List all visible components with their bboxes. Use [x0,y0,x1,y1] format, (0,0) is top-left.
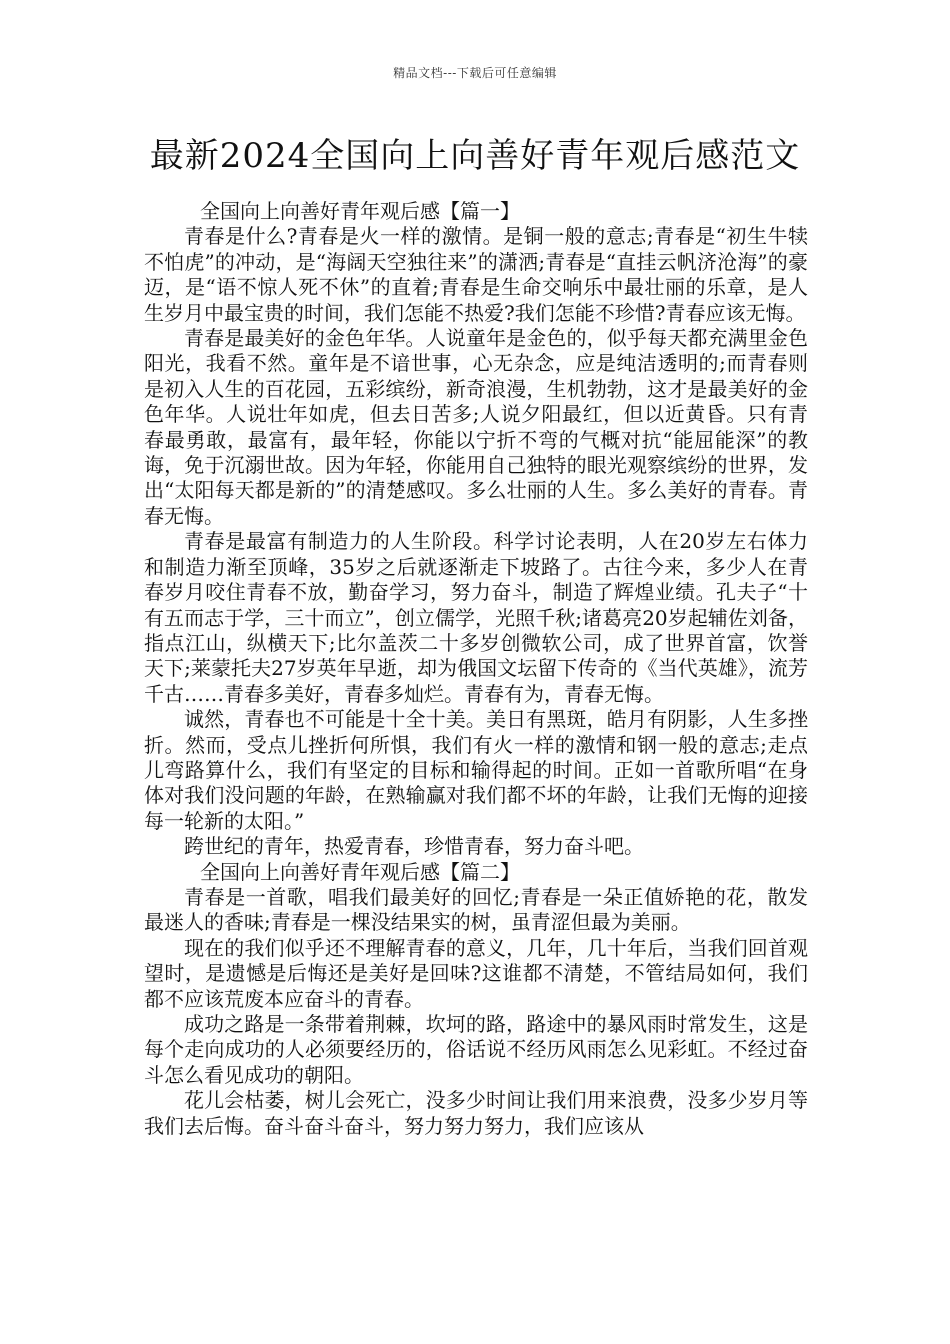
document-body [144,199,808,1139]
section-heading: 全国向上向善好青年观后感【篇一】 [200,199,520,223]
paragraph: 青春是一首歌，唱我们最美好的回忆;青春是一朵正值娇艳的花，散发最迷人的香味;青春是一棵没结果实的树，虽青涩但最为美丽。 [144,884,808,935]
section-heading: 全国向上向善好青年观后感【篇二】 [200,859,520,884]
page-header: 精品文档---下载后可任意编辑 [393,66,557,80]
paragraph: 成功之路是一条带着荆棘，坎坷的路，路途中的暴风雨时常发生，这是每个走向成功的人必须要经历的，俗话说不经历风雨怎么见彩虹。不经过奋斗怎么看见成功的朝阳。 [144,1012,808,1087]
paragraph: 现在的我们似乎还不理解青春的意义，几年，几十年后，当我们回首观望时，是遗憾是后悔还是美好是回味?这谁都不清楚，不管结局如何，我们都不应该荒废本应奋斗的青春。 [144,935,808,1011]
document-title: 最新2024全国向上向善好青年观后感范文 [149,136,801,176]
paragraph: 诚然，青春也不可能是十全十美。美日有黑斑，皓月有阴影，人生多挫折。然而，受点儿挫折何所惧，我们有火一样的激情和钢一般的意志;走点儿弯路算什么，我们有坚定的目标和输得起的时间。正如一首歌所唱“在身体对我们没问题的年龄，在熟输赢对我们都不坏的年龄，让我们无悔的迎接每一轮新的太阳。” [144,707,808,833]
paragraph: 青春是最美好的金色年华。人说童年是金色的，似乎每天都充满里金色阳光，我看不然。童年是不谙世事，心无杂念，应是纯洁透明的;而青春则是初入人生的百花园，五彩缤纷，新奇浪漫，生机勃勃，这才是最美好的金色年华。人说壮年如虎，但去日苦多;人说夕阳最红，但以近黄昏。只有青春最勇敢，最富有，最年轻，你能以宁折不弯的气概对抗“能屈能深”的教诲，免于沉溺世故。因为年轻，你能用自己独特的眼光观察缤纷的世界，发出“太阳每天都是新的”的清楚感叹。多么壮丽的人生。多么美好的青春。青春无悔。 [144,326,808,528]
paragraph: 跨世纪的青年，热爱青春，珍惜青春，努力奋斗吧。 [184,834,644,859]
paragraph: 青春是最富有制造力的人生阶段。科学讨论表明，人在20岁左右体力和制造力渐至顶峰，35岁之后就逐渐走下坡路了。古往今来，多少人在青春岁月咬住青春不放，勤奋学习，努力奋斗，制造了辉煌业绩。孔夫子“十有五而志于学，三十而立”，创立儒学，光照千秋;诸葛亮20岁起辅佐刘备，指点江山，纵横天下;比尔盖茨二十多岁创微软公司，成了世界首富，饮誉天下;莱蒙托夫27岁英年早逝，却为俄国文坛留下传奇的《当代英雄》，流芳千古……青春多美好，青春多灿烂。青春有为，青春无悔。 [144,529,808,706]
paragraph: 花儿会枯萎，树儿会死亡，没多少时间让我们用来浪费，没多少岁月等我们去后悔。奋斗奋斗奋斗，努力努力努力，我们应该从 [144,1088,808,1138]
paragraph: 青春是什么?青春是火一样的激情。是铜一般的意志;青春是“初生牛犊不怕虎”的冲动，是“海阔天空独往来”的潇洒;青春是“直挂云帆济沧海”的豪迈，是“语不惊人死不休”的直着;青春是生命交响乐中最壮丽的乐章，是人生岁月中最宝贵的时间，我们怎能不热爱?我们怎能不珍惜?青春应该无悔。 [144,224,808,325]
